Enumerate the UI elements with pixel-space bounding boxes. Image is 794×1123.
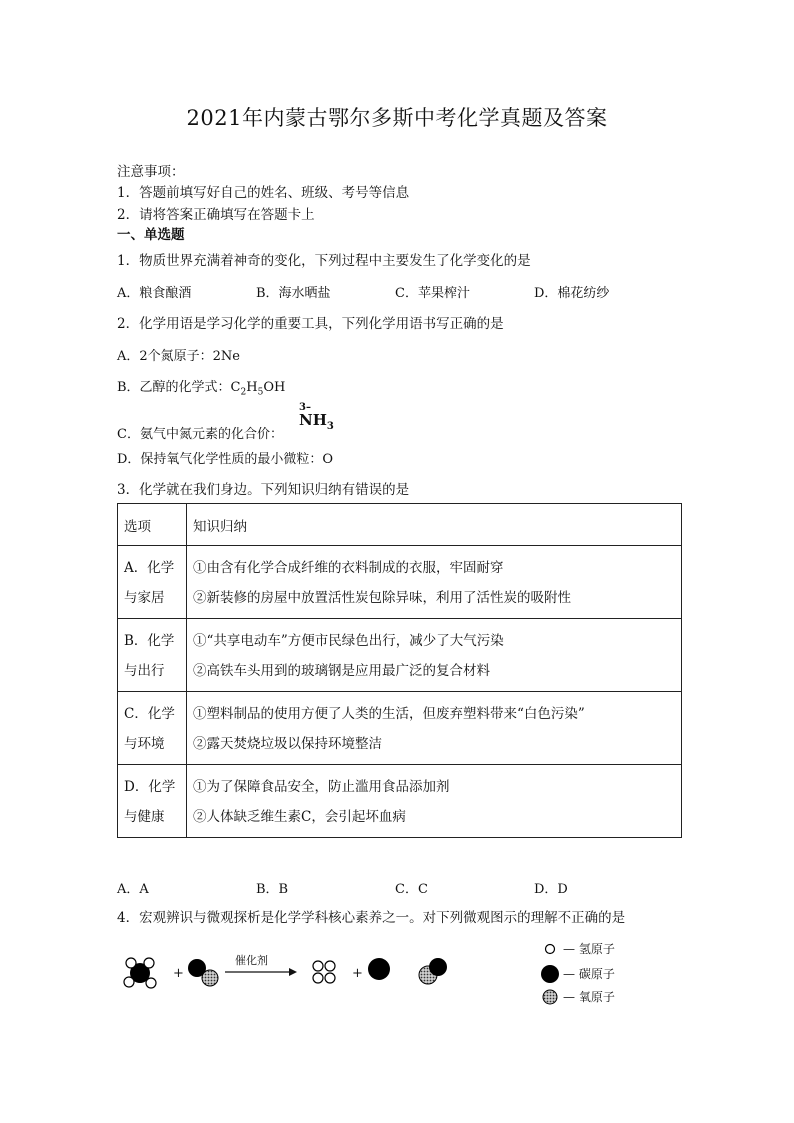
table-row bbox=[118, 619, 682, 692]
table-option-cell: A．化学 与家居 bbox=[118, 546, 187, 619]
question-stem: 3．化学就在我们身边。下列知识归纳有错误的是 bbox=[117, 482, 410, 498]
catalyst-label: 催化剂 bbox=[235, 954, 268, 967]
option-b: B．乙醇的化学式：$C_2H_5OH$ bbox=[117, 380, 286, 398]
option-a: A．粮食酿酒 bbox=[117, 286, 192, 301]
legend-label-oxygen: — 氧原子 bbox=[563, 990, 615, 1004]
valence-mark: 3– bbox=[299, 402, 311, 413]
option-d: D．D bbox=[534, 882, 568, 897]
table-content-cell: ①由含有化学合成纤维的衣料制成的衣服，牢固耐穿 ②新装修的房屋中放置活性炭包除异味，利用了活性炭的吸附性 bbox=[187, 546, 682, 619]
page-title: 2021年内蒙古鄂尔多斯中考化学真题及答案 bbox=[186, 106, 608, 130]
option-d: D．棉花纺纱 bbox=[534, 286, 610, 301]
table-content-cell: ①塑料制品的使用方便了人类的生活，但废弃塑料带来“白色污染” ②露天焚烧垃圾以保持环境整洁 bbox=[187, 692, 682, 765]
product-molecule-2 bbox=[368, 958, 390, 980]
reaction-diagram bbox=[117, 940, 677, 1008]
option-c: C．C bbox=[395, 882, 428, 897]
table-content-cell: ①“共享电动车”方便市民绿色出行，减少了大气污染 ②高铁车头用到的玻璃钢是应用最广泛的复合材料 bbox=[187, 619, 682, 692]
question-stem: 4．宏观辨识与微观探析是化学学科核心素养之一。对下列微观图示的理解不正确的是 bbox=[117, 910, 626, 926]
question-stem: 1．物质世界充满着神奇的变化，下列过程中主要发生了化学变化的是 bbox=[117, 253, 531, 269]
reactant-molecule-1 bbox=[124, 958, 156, 988]
section-heading: 一、单选题 bbox=[117, 227, 185, 243]
valence-formula bbox=[299, 402, 339, 432]
table-option-cell: B．化学 与出行 bbox=[118, 619, 187, 692]
table-option-cell: C．化学 与环境 bbox=[118, 692, 187, 765]
knowledge-table bbox=[117, 503, 682, 838]
table-row bbox=[118, 546, 682, 619]
option-c: C．氨气中氮元素的化合价： bbox=[117, 427, 283, 442]
notice-item: 2．请将答案正确填写在答题卡上 bbox=[117, 207, 315, 223]
oxygen-atom-icon bbox=[543, 990, 557, 1004]
product-molecule-1 bbox=[313, 961, 335, 983]
table-row bbox=[118, 765, 682, 838]
reactant-molecule-2 bbox=[188, 959, 218, 986]
table-header-row bbox=[118, 504, 682, 546]
table-content-cell: ①为了保障食品安全，防止滥用食品添加剂 ②人体缺乏维生素C，会引起坏血病 bbox=[187, 765, 682, 838]
plus-sign: + bbox=[352, 966, 363, 981]
option-c: C．苹果榨汁 bbox=[395, 286, 470, 301]
question-stem: 2．化学用语是学习化学的重要工具，下列化学用语书写正确的是 bbox=[117, 316, 504, 332]
legend-label-hydrogen: — 氢原子 bbox=[563, 942, 615, 956]
option-b: B．海水晒盐 bbox=[256, 286, 331, 301]
table-header-cell: 知识归纳 bbox=[187, 504, 682, 546]
table-header-cell: 选项 bbox=[118, 504, 187, 546]
option-d: D．保持氧气化学性质的最小微粒：O bbox=[117, 452, 334, 467]
notice-item: 1．答题前填写好自己的姓名、班级、考号等信息 bbox=[117, 185, 410, 201]
notice-heading: 注意事项： bbox=[117, 164, 185, 180]
hydrogen-atom-icon bbox=[546, 945, 555, 954]
ammonia-formula: $NH_3$ bbox=[299, 411, 334, 432]
plus-sign: + bbox=[173, 966, 184, 981]
option-b: B．B bbox=[256, 882, 289, 897]
legend-label-carbon: — 碳原子 bbox=[563, 967, 615, 981]
option-a: A．A bbox=[117, 882, 149, 897]
option-a: A．2个氮原子：2Ne bbox=[117, 349, 240, 364]
reaction-arrow bbox=[225, 968, 297, 976]
atom-legend bbox=[541, 942, 615, 1004]
carbon-atom-icon bbox=[541, 965, 559, 983]
table-row bbox=[118, 692, 682, 765]
table-option-cell: D．化学 与健康 bbox=[118, 765, 187, 838]
product-molecule-3 bbox=[419, 958, 447, 984]
